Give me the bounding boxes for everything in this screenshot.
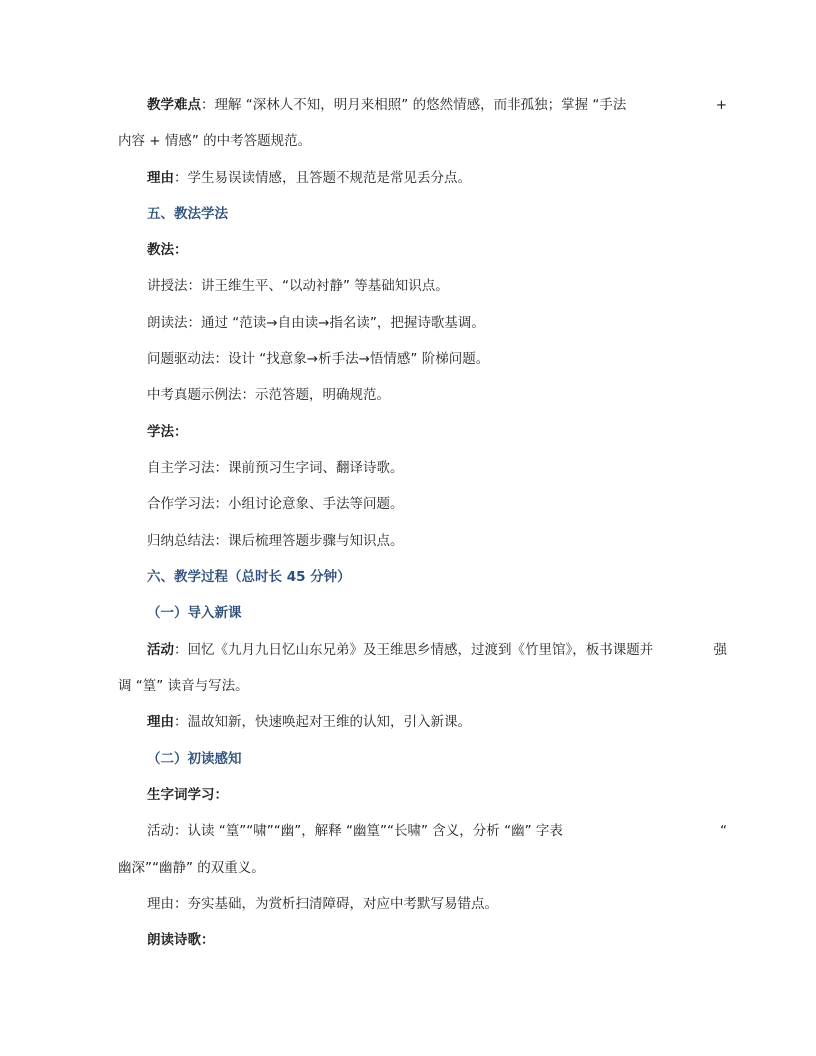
section6-heading: 六、教学过程（总时长 45 分钟） [147,569,351,585]
difficulty-text-1-end: + [715,97,727,113]
teaching-item: 中考真题示例法：示范答题，明确规范。 [147,387,390,403]
part2-heading: （二）初读感知 [147,751,242,767]
learning-methods-label: 学法： [147,424,188,440]
activity-text-1: ：回忆《九月九日忆山东兄弟》及王维思乡情感，过渡到《竹里馆》，板书课题并 [174,642,654,658]
part2-activity-line2: 幽深”“幽静” 的双重义。 [118,860,265,876]
learning-item: 自主学习法：课前预习生字词、翻译诗歌。 [147,460,404,476]
learning-item: 归纳总结法：课后梳理答题步骤与知识点。 [147,533,404,549]
reason-label: 理由 [147,170,174,186]
vocab-label: 生字词学习： [147,787,228,803]
learning-item: 合作学习法：小组讨论意象、手法等问题。 [147,496,404,512]
section5-heading: 五、教法学法 [147,206,228,222]
activity-text-1: 活动：认读 “篁”“啸”“幽”，解释 “幽篁”“长啸” 含义，分析 “幽” 字表 [147,823,563,839]
reading-label: 朗读诗歌： [147,932,215,948]
difficulty-line1 [147,96,727,114]
difficulty-text-1: ：理解 “深林人不知，明月来相照” 的悠然情感，而非孤独；掌握 “手法 [201,97,627,113]
reason-text: ：温故知新，快速唤起对王维的认知，引入新课。 [174,714,471,730]
reason-label: 理由 [147,714,174,730]
teaching-item: 朗读法：通过 “范读→自由读→指名读”，把握诗歌基调。 [147,315,485,331]
teaching-methods-label: 教法： [147,242,188,258]
reason-text: ：学生易误读情感，且答题不规范是常见丢分点。 [174,170,471,186]
part1-reason [147,713,727,731]
part2-activity-line1 [147,822,727,840]
teaching-item: 问题驱动法：设计 “找意象→析手法→悟情感” 阶梯问题。 [147,351,490,367]
part1-heading: （一）导入新课 [147,605,242,621]
part2-reason: 理由：夯实基础，为赏析扫清障碍，对应中考默写易错点。 [147,896,498,912]
teaching-item: 讲授法：讲王维生平、“以动衬静” 等基础知识点。 [147,278,449,294]
difficulty-label: 教学难点 [147,97,201,113]
difficulty-reason [147,169,727,187]
difficulty-line2: 内容 + 情感” 的中考答题规范。 [118,133,312,149]
activity-text-1-end: 强 [713,642,727,658]
activity-text-1-end: “ [720,823,727,839]
part1-activity-line2: 调 “篁” 读音与写法。 [118,678,249,694]
activity-label: 活动 [147,642,174,658]
part1-activity-line1 [147,641,727,659]
